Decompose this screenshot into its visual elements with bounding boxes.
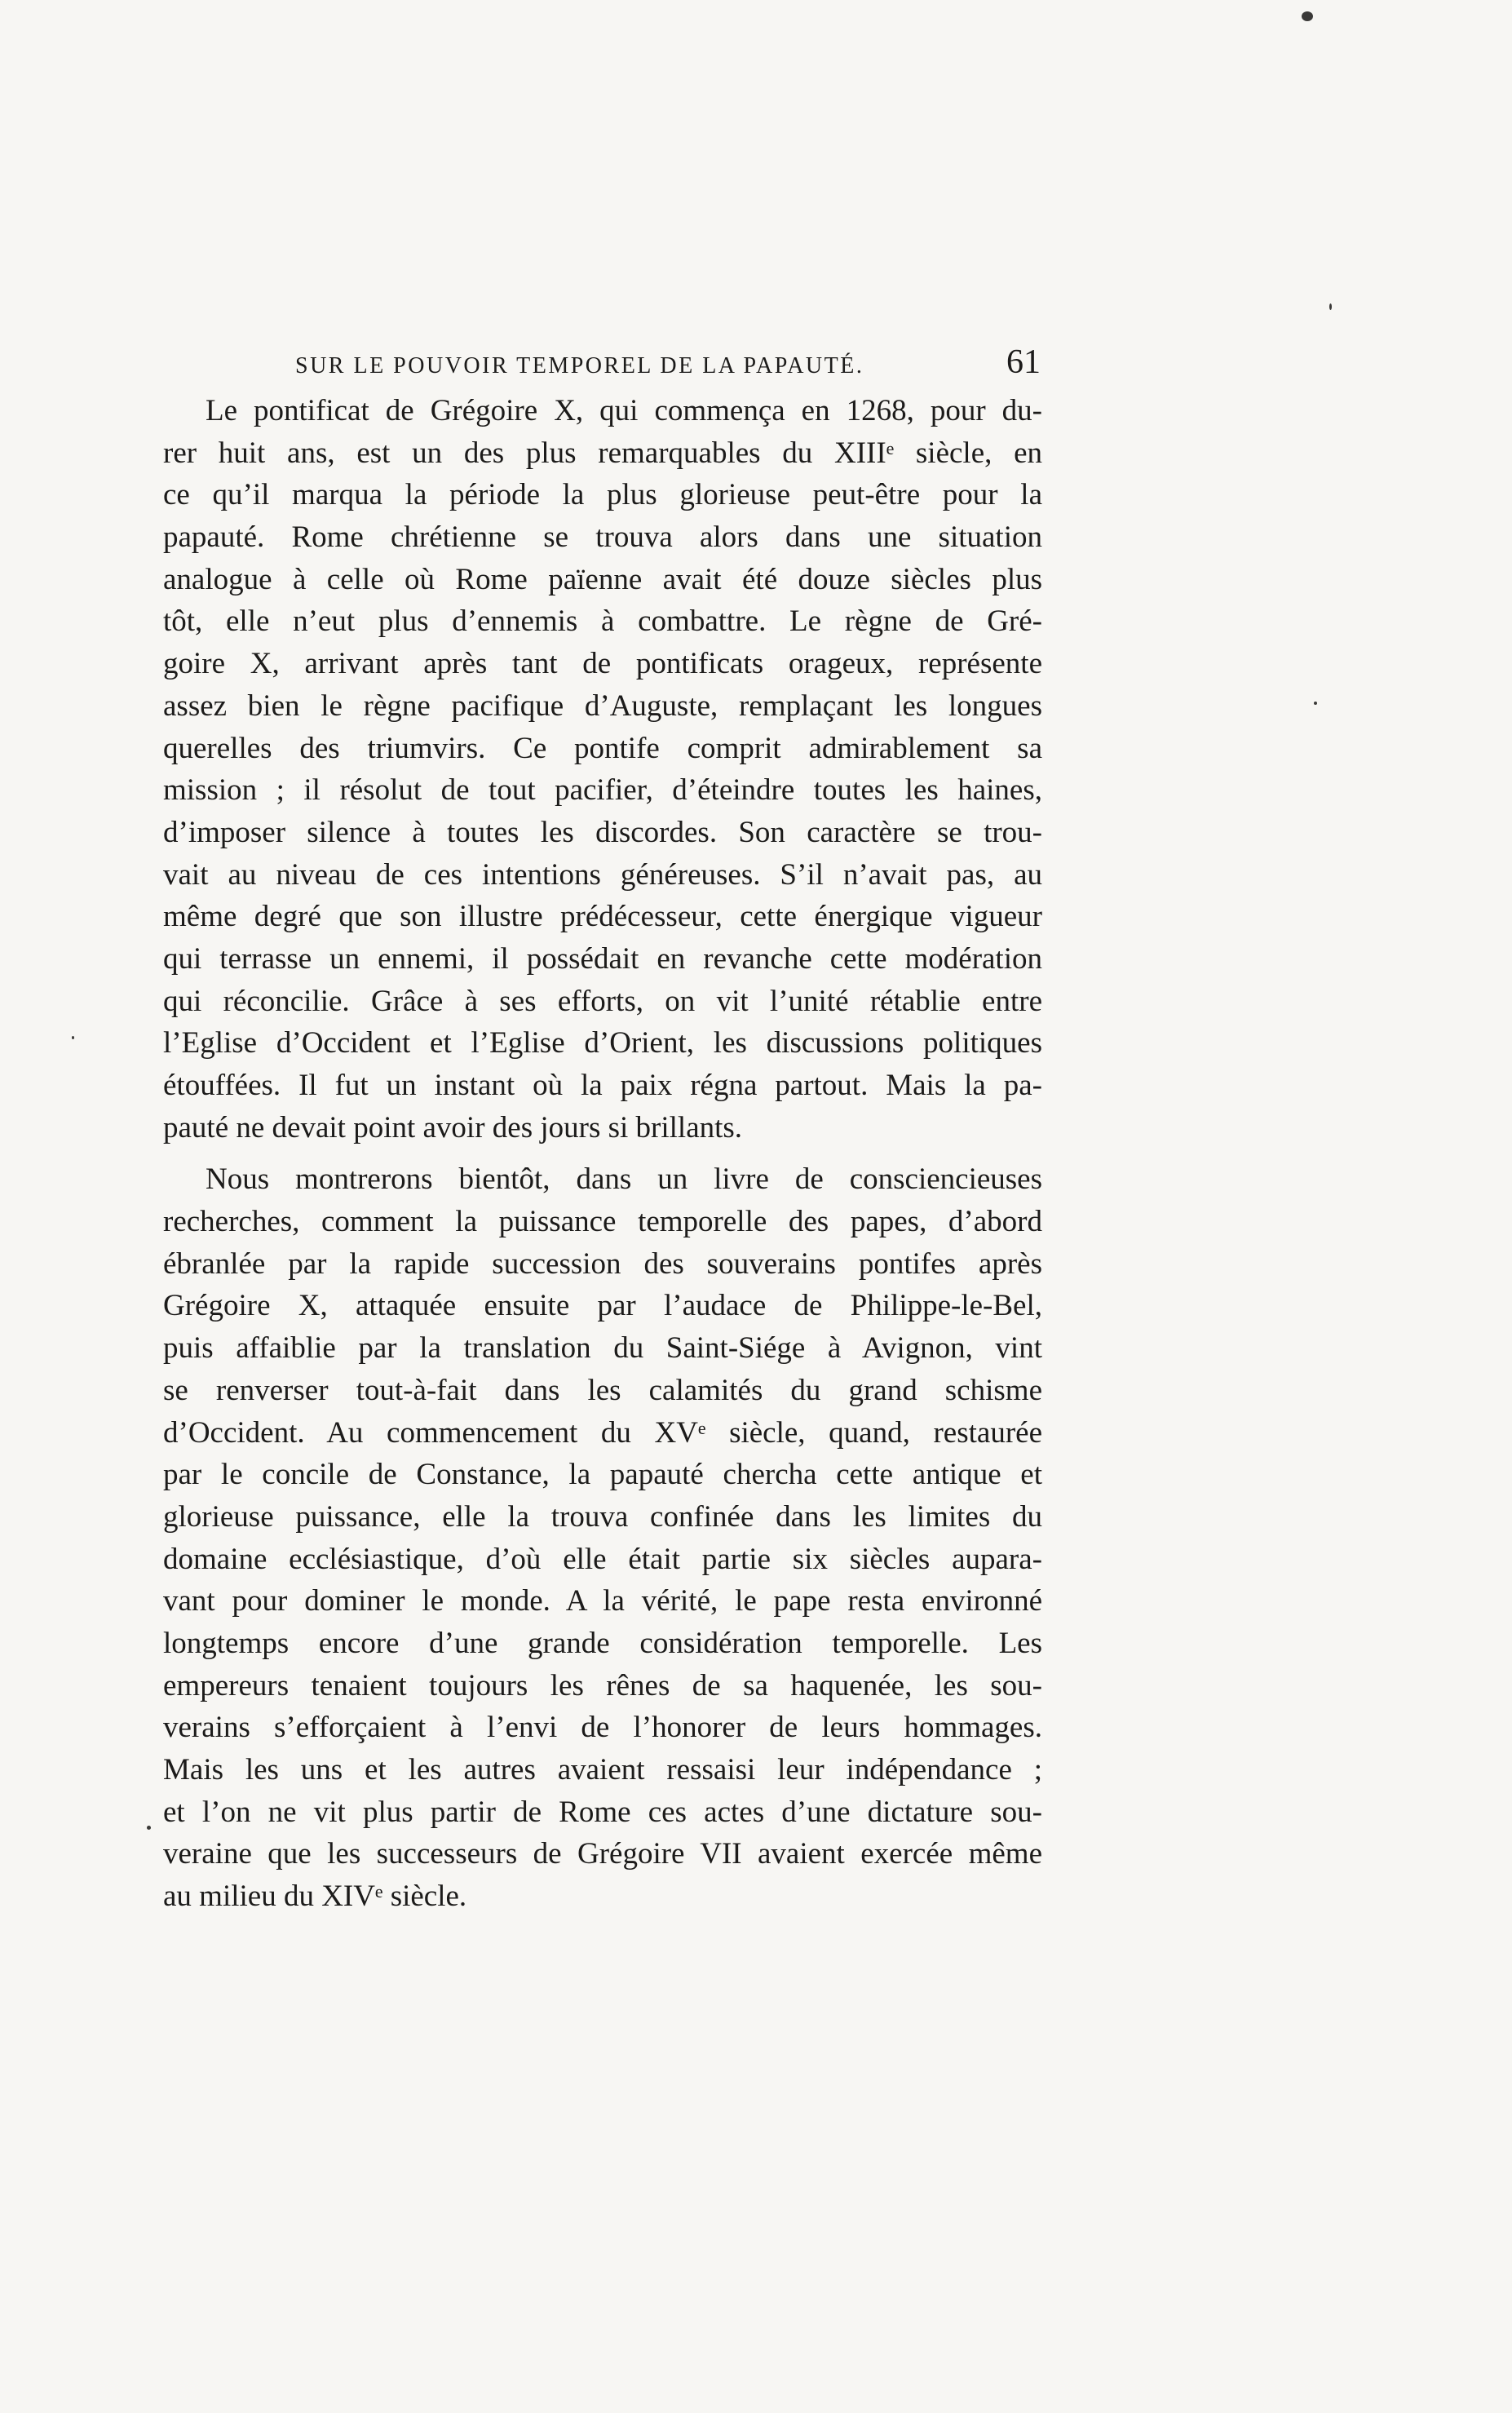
- paragraph-1: [163, 390, 1042, 1149]
- text-line: veraine que les successeurs de Grégoire VII avaient exercée même: [163, 1837, 1042, 1871]
- text-line: qui réconcilie. Grâce à ses efforts, on vit l’unité rétablie entre: [163, 984, 1042, 1018]
- text-line: tôt, elle n’eut plus d’ennemis à combattre. Le règne de Gré-: [163, 604, 1042, 639]
- text-line: rer huit ans, est un des plus remarquables du XIIIᵉ siècle, en: [163, 436, 1042, 470]
- text-line: pauté ne devait point avoir des jours si brillants.: [163, 1110, 743, 1145]
- running-title: SUR LE POUVOIR TEMPOREL DE LA PAPAUTÉ.: [295, 353, 864, 379]
- body-text: [163, 390, 1042, 1918]
- text-line: empereurs tenaient toujours les rênes de sa haquenée, les sou-: [163, 1668, 1042, 1702]
- text-line: qui terrasse un ennemi, il possédait en revanche cette modération: [163, 941, 1042, 976]
- text-line: se renverser tout-à-fait dans les calamités du grand schisme: [163, 1373, 1042, 1407]
- text-line: domaine ecclésiastique, d’où elle était partie six siècles aupara-: [163, 1542, 1042, 1576]
- text-line: ébranlée par la rapide succession des souverains pontifes après: [163, 1246, 1042, 1281]
- scan-speck: [1329, 303, 1332, 310]
- text-line: vant pour dominer le monde. A la vérité, le pape resta environné: [163, 1584, 1042, 1618]
- text-line: goire X, arrivant après tant de pontificats orageux, représente: [163, 647, 1042, 681]
- text-line: et l’on ne vit plus partir de Rome ces actes d’une dictature sou-: [163, 1795, 1042, 1829]
- text-line: ce qu’il marqua la période la plus glorieuse peut-être pour la: [163, 478, 1042, 512]
- text-line: par le concile de Constance, la papauté chercha cette antique et: [163, 1458, 1042, 1492]
- text-line: au milieu du XIVᵉ siècle.: [163, 1879, 467, 1914]
- text-line: longtemps encore d’une grande considération temporelle. Les: [163, 1626, 1042, 1660]
- text-line: papauté. Rome chrétienne se trouva alors dans une situation: [163, 520, 1042, 555]
- scan-speck: [1302, 11, 1313, 21]
- page-number: 61: [1006, 343, 1041, 381]
- text-line: même degré que son illustre prédécesseur, cette énergique vigueur: [163, 900, 1042, 934]
- text-line: Nous montrerons bientôt, dans un livre de consciencieuses: [206, 1162, 1042, 1197]
- text-line: d’imposer silence à toutes les discordes. Son caractère se trou-: [163, 815, 1042, 849]
- scan-speck: [147, 1826, 151, 1830]
- page-header: [295, 343, 1041, 388]
- text-line: mission ; il résolut de tout pacifier, d’éteindre toutes les haines,: [163, 773, 1042, 808]
- text-line: verains s’efforçaient à l’envi de l’honorer de leurs hommages.: [163, 1711, 1042, 1745]
- text-line: Grégoire X, attaquée ensuite par l’audace de Philippe-le-Bel,: [163, 1289, 1042, 1323]
- scan-speck: [1314, 702, 1317, 705]
- text-line: querelles des triumvirs. Ce pontife comprit admirablement sa: [163, 731, 1042, 765]
- text-line: vait au niveau de ces intentions généreuses. S’il n’avait pas, au: [163, 857, 1042, 892]
- text-line: analogue à celle où Rome païenne avait été douze siècles plus: [163, 562, 1042, 596]
- text-line: Le pontificat de Grégoire X, qui commença en 1268, pour du-: [206, 394, 1042, 427]
- text-line: assez bien le règne pacifique d’Auguste, remplaçant les longues: [163, 688, 1042, 723]
- text-line: recherches, comment la puissance temporelle des papes, d’abord: [163, 1205, 1042, 1239]
- text-line: glorieuse puissance, elle la trouva confinée dans les limites du: [163, 1499, 1042, 1534]
- text-line: puis affaiblie par la translation du Saint-Siége à Avignon, vint: [163, 1331, 1042, 1366]
- text-line: d’Occident. Au commencement du XVᵉ siècle, quand, restaurée: [163, 1415, 1042, 1450]
- text-line: Mais les uns et les autres avaient ressaisi leur indépendance ;: [163, 1753, 1042, 1787]
- text-line: étouffées. Il fut un instant où la paix régna partout. Mais la pa-: [163, 1069, 1042, 1102]
- paragraph-2: [163, 1158, 1042, 1917]
- scan-speck: [72, 1036, 74, 1039]
- text-line: l’Eglise d’Occident et l’Eglise d’Orient, les discussions politiques: [163, 1026, 1042, 1060]
